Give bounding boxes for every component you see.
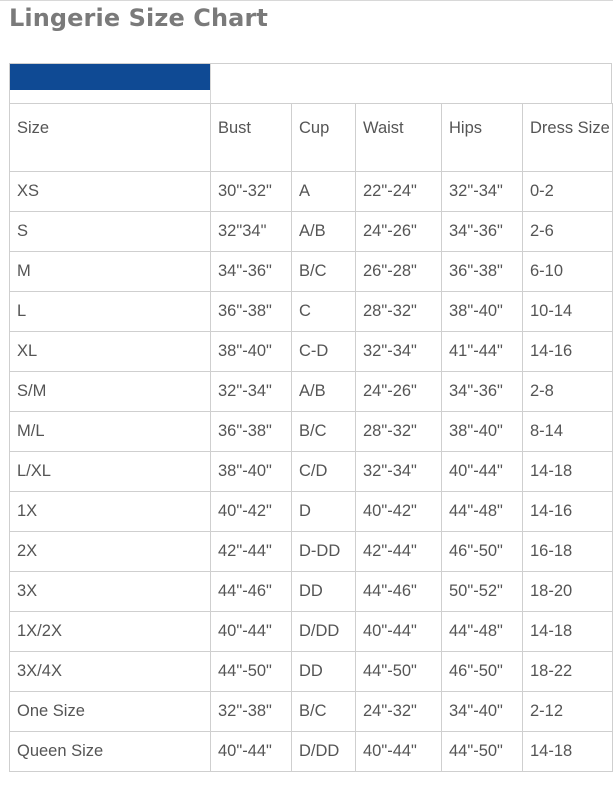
cup-cell: C-D: [292, 332, 356, 372]
size-cell: XS: [10, 172, 211, 212]
table-body: [10, 172, 613, 772]
bust-cell: 40"-44": [211, 612, 292, 652]
column-header-cup: Cup: [292, 104, 356, 172]
column-header-bust: Bust: [211, 104, 292, 172]
table-row: [10, 732, 613, 772]
dress-size-cell: 14-18: [523, 732, 613, 772]
cup-cell: A: [292, 172, 356, 212]
bust-cell: 42"-44": [211, 532, 292, 572]
size-cell: L/XL: [10, 452, 211, 492]
waist-cell: 44"-46": [356, 572, 442, 612]
hips-cell: 40"-44": [442, 452, 523, 492]
cup-cell: C/D: [292, 452, 356, 492]
dress-size-cell: 14-18: [523, 452, 613, 492]
cup-cell: DD: [292, 572, 356, 612]
size-cell: L: [10, 292, 211, 332]
cup-cell: D/DD: [292, 732, 356, 772]
waist-cell: 32"-34": [356, 452, 442, 492]
bust-cell: 40"-42": [211, 492, 292, 532]
size-cell: One Size: [10, 692, 211, 732]
bust-cell: 36"-38": [211, 292, 292, 332]
hips-cell: 44"-48": [442, 612, 523, 652]
size-chart-table: [9, 103, 613, 772]
bust-cell: 38"-40": [211, 452, 292, 492]
bust-cell: 44"-46": [211, 572, 292, 612]
hips-cell: 44"-50": [442, 732, 523, 772]
waist-cell: 24"-26": [356, 212, 442, 252]
dress-size-cell: 14-16: [523, 332, 613, 372]
size-cell: Queen Size: [10, 732, 211, 772]
bust-cell: 40"-44": [211, 732, 292, 772]
bust-cell: 44"-50": [211, 652, 292, 692]
table-row: [10, 652, 613, 692]
waist-cell: 22"-24": [356, 172, 442, 212]
table-row: [10, 172, 613, 212]
size-cell: M/L: [10, 412, 211, 452]
dress-size-cell: 14-18: [523, 612, 613, 652]
cup-cell: A/B: [292, 212, 356, 252]
bust-cell: 34"-36": [211, 252, 292, 292]
waist-cell: 40"-44": [356, 612, 442, 652]
cup-cell: D/DD: [292, 612, 356, 652]
table-row: [10, 292, 613, 332]
waist-cell: 42"-44": [356, 532, 442, 572]
table-banner: [9, 63, 612, 104]
hips-cell: 32"-34": [442, 172, 523, 212]
waist-cell: 28"-32": [356, 412, 442, 452]
size-cell: S/M: [10, 372, 211, 412]
table-row: [10, 492, 613, 532]
cup-cell: B/C: [292, 692, 356, 732]
cup-cell: B/C: [292, 252, 356, 292]
dress-size-cell: 10-14: [523, 292, 613, 332]
size-cell: 2X: [10, 532, 211, 572]
table-row: [10, 212, 613, 252]
dress-size-cell: 2-8: [523, 372, 613, 412]
hips-cell: 41"-44": [442, 332, 523, 372]
size-cell: 3X/4X: [10, 652, 211, 692]
hips-cell: 34"-36": [442, 212, 523, 252]
table-row: [10, 532, 613, 572]
size-cell: S: [10, 212, 211, 252]
dress-size-cell: 18-20: [523, 572, 613, 612]
page-title: Lingerie Size Chart: [9, 4, 268, 32]
table-row: [10, 692, 613, 732]
hips-cell: 38"-40": [442, 292, 523, 332]
hips-cell: 44"-48": [442, 492, 523, 532]
size-cell: 1X/2X: [10, 612, 211, 652]
hips-cell: 36"-38": [442, 252, 523, 292]
waist-cell: 26"-28": [356, 252, 442, 292]
hips-cell: 46"-50": [442, 532, 523, 572]
table-row: [10, 612, 613, 652]
waist-cell: 24"-32": [356, 692, 442, 732]
top-divider: [0, 0, 613, 1]
column-header-dress-size: Dress Size: [523, 104, 613, 172]
dress-size-cell: 18-22: [523, 652, 613, 692]
dress-size-cell: 16-18: [523, 532, 613, 572]
table-row: [10, 332, 613, 372]
table-row: [10, 252, 613, 292]
bust-cell: 38"-40": [211, 332, 292, 372]
waist-cell: 32"-34": [356, 332, 442, 372]
cup-cell: D-DD: [292, 532, 356, 572]
bust-cell: 36"-38": [211, 412, 292, 452]
table-row: [10, 452, 613, 492]
cup-cell: D: [292, 492, 356, 532]
bust-cell: 32"34": [211, 212, 292, 252]
hips-cell: 38"-40": [442, 412, 523, 452]
dress-size-cell: 14-16: [523, 492, 613, 532]
waist-cell: 28"-32": [356, 292, 442, 332]
hips-cell: 46"-50": [442, 652, 523, 692]
cup-cell: B/C: [292, 412, 356, 452]
bust-cell: 30"-32": [211, 172, 292, 212]
table-header-row: [10, 104, 613, 172]
hips-cell: 34"-36": [442, 372, 523, 412]
bust-cell: 32"-34": [211, 372, 292, 412]
dress-size-cell: 8-14: [523, 412, 613, 452]
size-cell: 1X: [10, 492, 211, 532]
table-row: [10, 572, 613, 612]
cup-cell: A/B: [292, 372, 356, 412]
dress-size-cell: 2-12: [523, 692, 613, 732]
waist-cell: 40"-44": [356, 732, 442, 772]
waist-cell: 24"-26": [356, 372, 442, 412]
hips-cell: 34"-40": [442, 692, 523, 732]
dress-size-cell: 2-6: [523, 212, 613, 252]
bust-cell: 32"-38": [211, 692, 292, 732]
banner-accent-bar: [10, 64, 210, 90]
size-cell: 3X: [10, 572, 211, 612]
column-header-waist: Waist: [356, 104, 442, 172]
size-cell: M: [10, 252, 211, 292]
column-header-size: Size: [10, 104, 211, 172]
hips-cell: 50"-52": [442, 572, 523, 612]
waist-cell: 44"-50": [356, 652, 442, 692]
table-row: [10, 372, 613, 412]
dress-size-cell: 0-2: [523, 172, 613, 212]
cup-cell: C: [292, 292, 356, 332]
column-header-hips: Hips: [442, 104, 523, 172]
table-row: [10, 412, 613, 452]
banner-divider: [210, 64, 211, 104]
waist-cell: 40"-42": [356, 492, 442, 532]
cup-cell: DD: [292, 652, 356, 692]
size-cell: XL: [10, 332, 211, 372]
dress-size-cell: 6-10: [523, 252, 613, 292]
